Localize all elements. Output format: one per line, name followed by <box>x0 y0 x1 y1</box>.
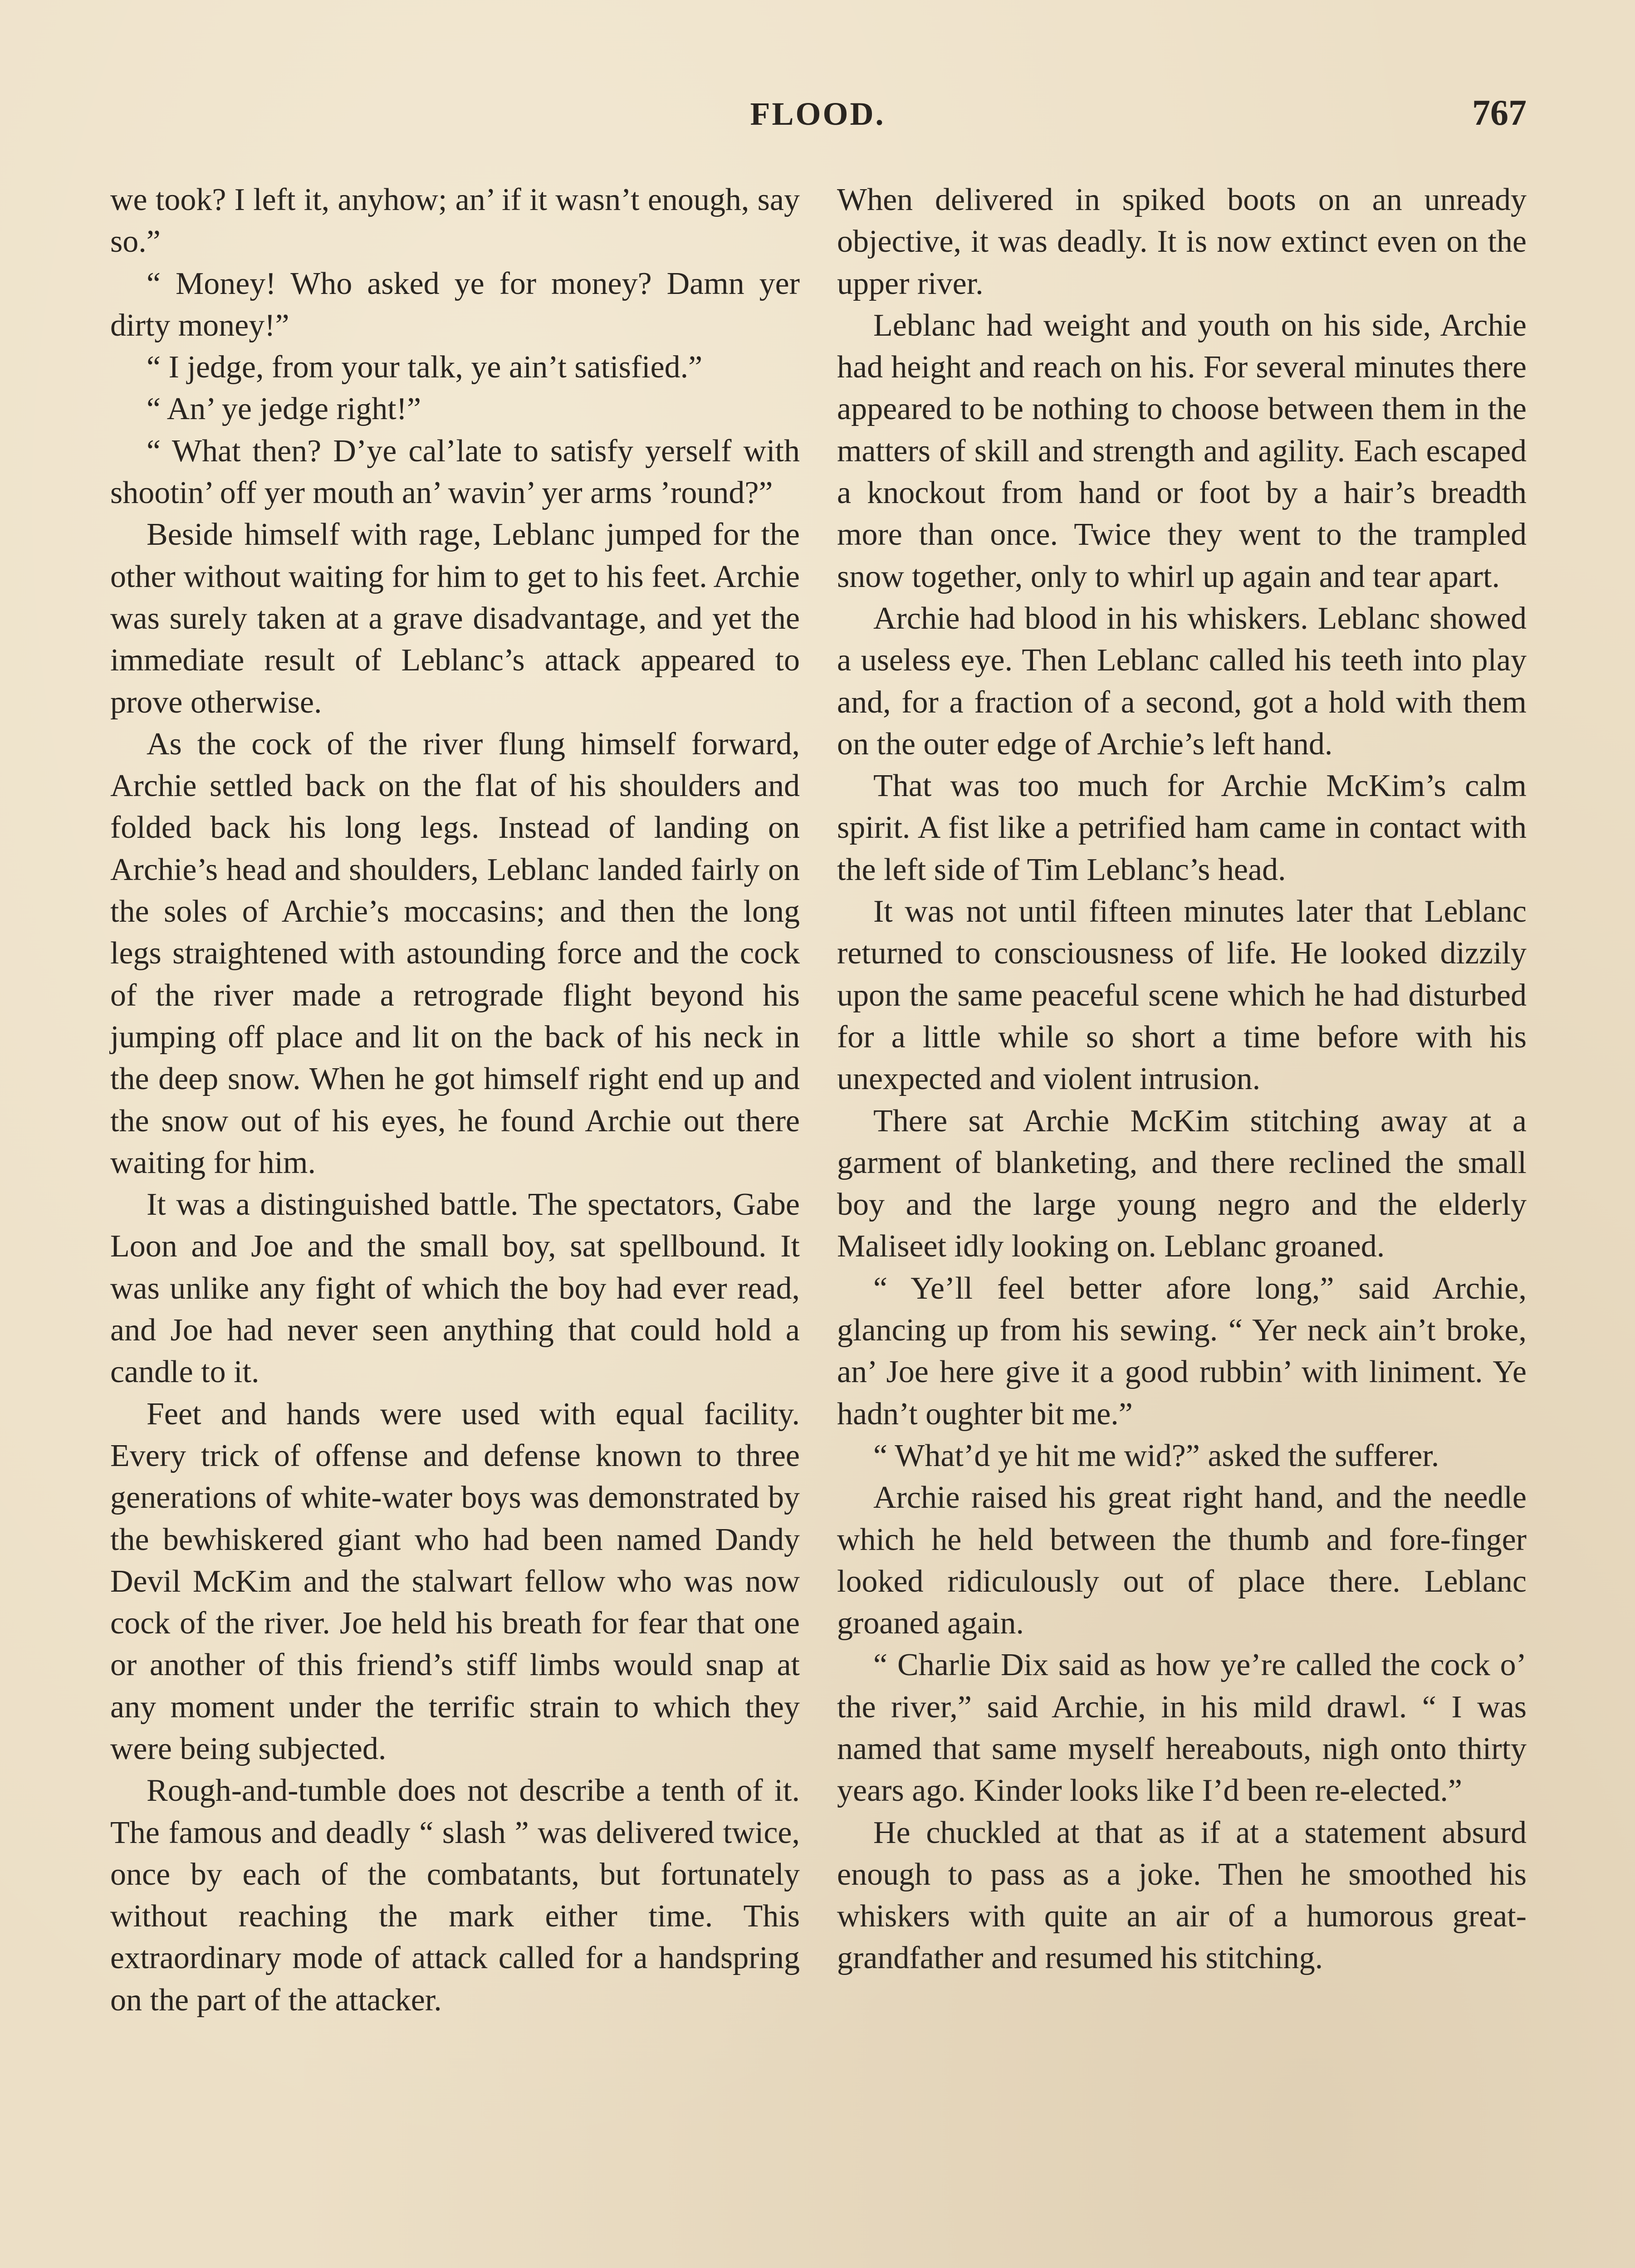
right-column <box>837 179 1527 1980</box>
paragraph: “ I jedge, from your talk, ye ain’t satisfied.” <box>147 350 703 385</box>
paragraph: “ What then? D’ye cal’late to satisfy yerself with shootin’ off yer mouth an’ wavin’ yer arms ’round?” <box>110 433 800 511</box>
paragraph: There sat Archie McKim stitching away at a garment of blanketing, and there reclined the small boy and the large young negro and the elderly Maliseet idly looking on. Leblanc groaned. <box>837 1103 1527 1264</box>
paragraph: He chuckled at that as if at a statement absurd enough to pass as a joke. Then he smoothed his whiskers with quite an air of a humorous great-grandfather and resumed his stitching. <box>837 1815 1527 1976</box>
running-title: FLOOD. <box>750 96 886 132</box>
left-column <box>110 179 800 2021</box>
paragraph: “ What’d ye hit me wid?” asked the sufferer. <box>873 1438 1439 1473</box>
paragraph: It was not until fifteen minutes later that Leblanc returned to consciousness of life. He looked dizzily upon the same peaceful scene which he had disturbed for a little while so short a time before with his unexpected and violent intrusion. <box>837 894 1527 1097</box>
page-number: 767 <box>1472 93 1527 133</box>
page-header <box>109 95 1527 145</box>
paragraph: Feet and hands were used with equal facility. Every trick of offense and defense known to three generations of white-water boys was demonstrated by the bewhiskered giant who had been named Dandy Devil McKim and the stalwart fellow who was now cock of the river. Joe held his breath for fear that one or another of this friend’s stiff limbs would snap at any moment under the terrific strain to which they were being subjected. <box>110 1396 800 1766</box>
paragraph: “ Money! Who asked ye for money? Damn yer dirty money!” <box>110 266 800 343</box>
paragraph: Archie had blood in his whiskers. Leblanc showed a useless eye. Then Leblanc called his teeth into play and, for a fraction of a second, got a hold with them on the outer edge of Archie’s left hand. <box>837 601 1527 762</box>
paragraph: As the cock of the river flung himself forward, Archie settled back on the flat of his shoulders and folded back his long legs. Instead of landing on Archie’s head and shoulders, Leblanc landed fairly on the soles of Archie’s moccasins; and then the long legs straightened with astounding force and the cock of the river made a retrograde flight beyond his jumping off place and lit on the back of his neck in the deep snow. When he got himself right end up and the snow out of his eyes, he found Archie out there waiting for him. <box>110 726 800 1180</box>
paragraph: Rough-and-tumble does not describe a tenth of it. The famous and deadly “ slash ” was delivered twice, once by each of the combatants, but fortunately without reaching the mark either time. This extraordinary mode of attack called for a handspring on the part of the attacker. <box>110 1773 800 2018</box>
paragraph: “ Ye’ll feel better afore long,” said Archie, glancing up from his sewing. “ Yer neck ain’t broke, an’ Joe here give it a good rubbin’ with liniment. Ye hadn’t oughter bit me.” <box>837 1271 1527 1432</box>
paragraph: That was too much for Archie McKim’s calm spirit. A fist like a petrified ham came in contact with the left side of Tim Leblanc’s head. <box>837 768 1527 887</box>
paragraph: “ Charlie Dix said as how ye’re called the cock o’ the river,” said Archie, in his mild drawl. “ I was named that same myself hereabouts, nigh onto thirty years ago. Kinder looks like I’d been re-elected.” <box>837 1647 1527 1809</box>
paragraph: Leblanc had weight and youth on his side, Archie had height and reach on his. For several minutes there appeared to be nothing to choose between them in the matters of skill and strength and agility. Each escaped a knockout from hand or foot by a hair’s breadth more than once. Twice they went to the trampled snow together, only to whirl up again and tear apart. <box>837 308 1527 594</box>
paragraph: Archie raised his great right hand, and the needle which he held between the thumb and fore-finger looked ridiculously out of place there. Leblanc groaned again. <box>837 1480 1527 1641</box>
paragraph: Beside himself with rage, Leblanc jumped for the other without waiting for him to get to his feet. Archie was surely taken at a grave disadvantage, and yet the immediate result of Leblanc’s attack appeared to prove otherwise. <box>110 517 800 720</box>
paragraph: “ An’ ye jedge right!” <box>147 391 421 427</box>
paragraph: we took? I left it, anyhow; an’ if it wasn’t enough, say so.” <box>110 182 800 259</box>
paragraph: When delivered in spiked boots on an unready objective, it was deadly. It is now extinct even on the upper river. <box>837 182 1527 301</box>
paragraph: It was a distinguished battle. The spectators, Gabe Loon and Joe and the small boy, sat spellbound. It was unlike any fight of which the boy had ever read, and Joe had never seen anything that could hold a candle to it. <box>110 1187 800 1390</box>
